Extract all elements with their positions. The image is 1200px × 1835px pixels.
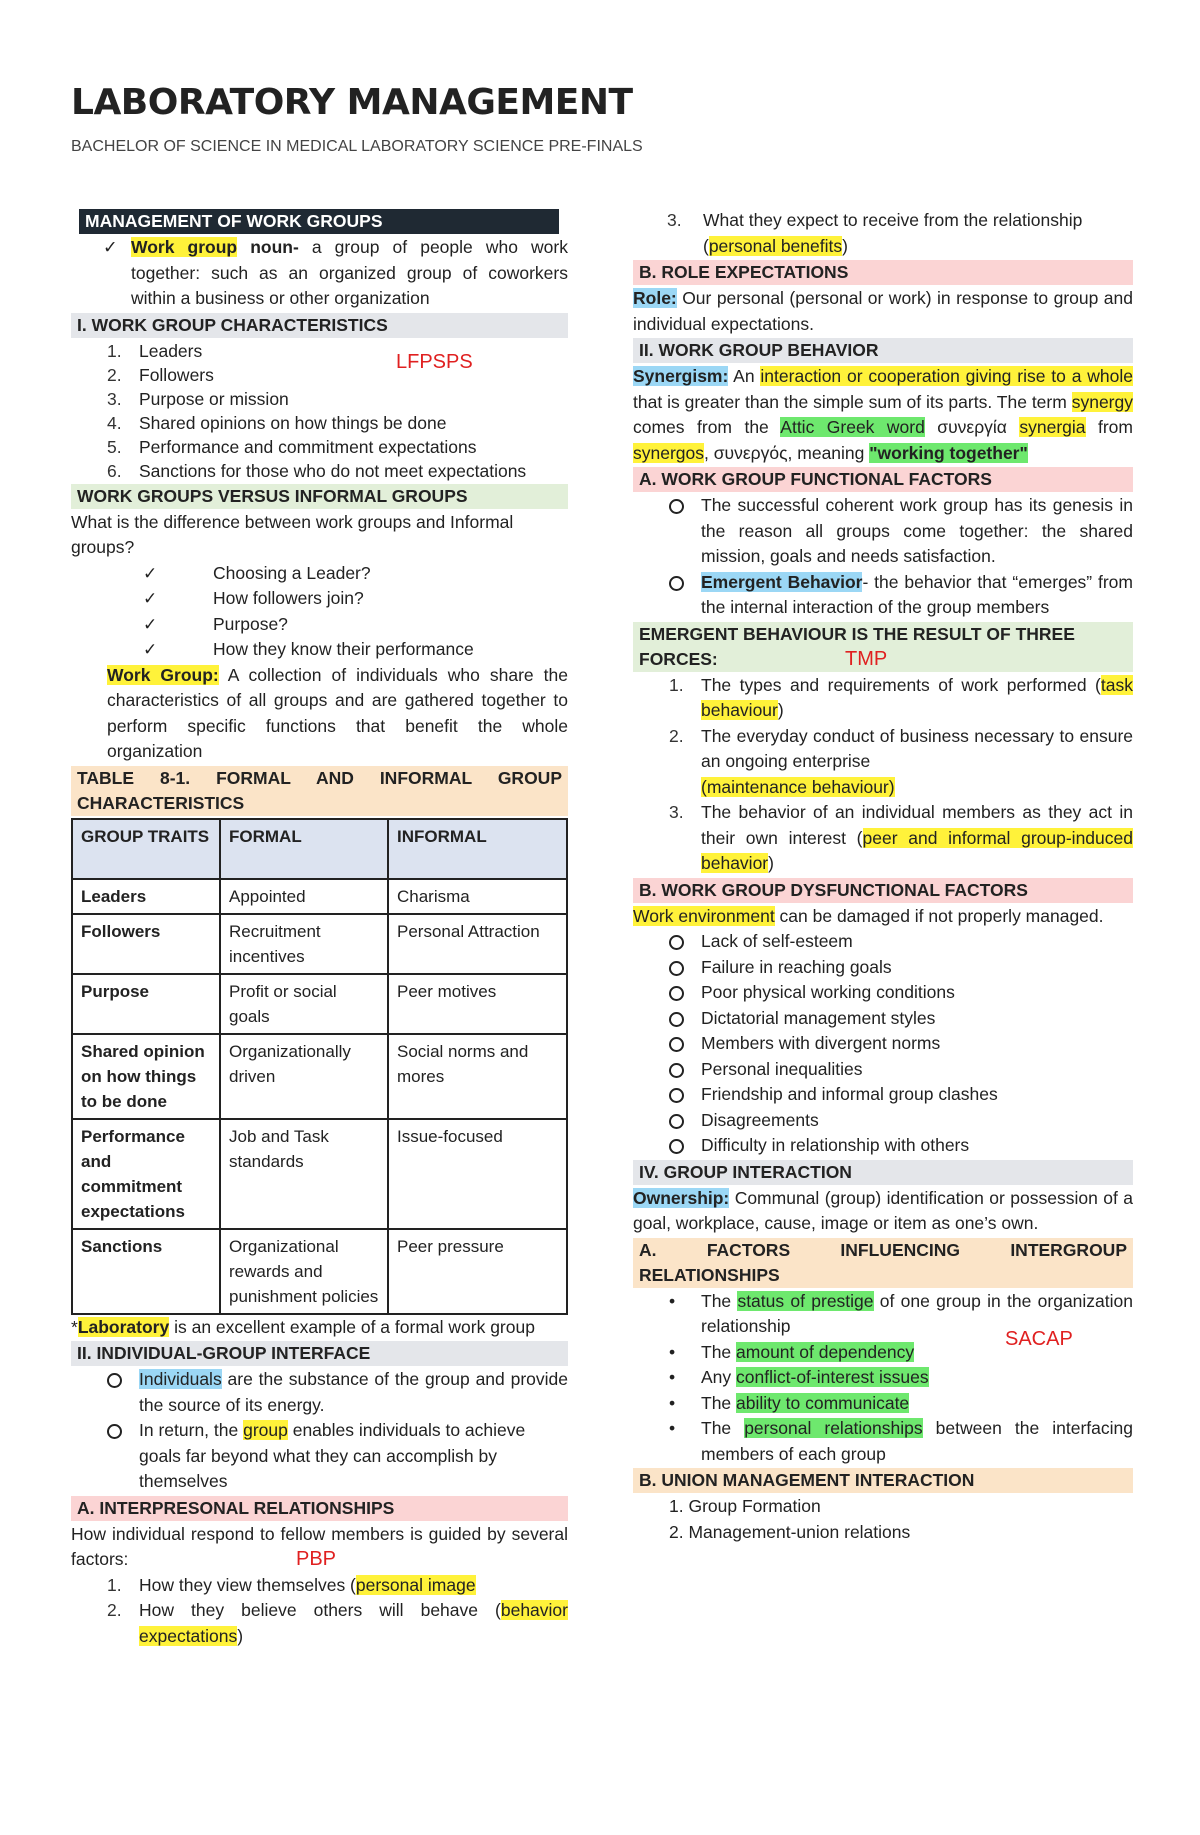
ir-list: [71, 1573, 568, 1650]
heading-dysfunctional-factors: B. WORK GROUP DYSFUNCTIONAL FACTORS: [633, 878, 1133, 903]
work-group-term: Work group: [131, 237, 238, 257]
page-subtitle: BACHELOR OF SCIENCE IN MEDICAL LABORATORY SCIENCE PRE-FINALS: [71, 138, 643, 155]
list-item: • Any conflict-of-interest issues: [633, 1365, 1133, 1391]
bullet-icon: •: [669, 1367, 676, 1387]
mnemonic-lfpsps: LFPSPS: [396, 351, 473, 373]
heading-interpersonal-relationships: A. INTERPRESONAL RELATIONSHIPS: [71, 1496, 568, 1521]
bullet-icon: •: [669, 1418, 676, 1438]
circle-bullet-icon: [107, 1373, 122, 1388]
list-item: ✓ How they know their performance: [71, 637, 568, 663]
list-item: 5. Performance and commitment expectations: [107, 436, 477, 457]
heading-functional-factors: A. WORK GROUP FUNCTIONAL FACTORS: [633, 467, 1133, 492]
list-item: 6. Sanctions for those who do not meet expectations: [107, 460, 527, 481]
circle-bullet-icon: [669, 1114, 684, 1129]
table-row: Leaders Appointed Charisma: [72, 879, 567, 914]
heading-characteristics: I. WORK GROUP CHARACTERISTICS: [71, 313, 568, 338]
right-column: [633, 208, 1133, 1545]
vs-question: What is the difference between work groups and Informal groups?: [71, 511, 514, 557]
list-item: 4. Shared opinions on how things be done: [107, 412, 447, 433]
circle-bullet-icon: [669, 1088, 684, 1103]
check-icon: ✓: [103, 237, 118, 257]
list-item: Disagreements: [633, 1108, 1133, 1134]
bullet-icon: •: [669, 1341, 676, 1362]
page-title: LABORATORY MANAGEMENT: [71, 82, 633, 123]
circle-bullet-icon: [669, 1037, 684, 1052]
list-item: Friendship and informal group clashes: [633, 1082, 1133, 1108]
work-group-collection-def: Work Group: A collection of individuals who share the characteristics of all groups and are gathered together to perform specific functions that benefit the whole organization: [107, 664, 568, 761]
list-item: 1. Group Formation: [669, 1496, 821, 1516]
list-item: 2. Followers: [107, 364, 214, 385]
circle-bullet-icon: [669, 1063, 684, 1078]
list-item: 2. How they believe others will behave (behavior expectations): [107, 1600, 568, 1646]
circle-bullet-icon: [669, 986, 684, 1001]
ir-intro: How individual respond to fellow members is guided by several factors: PBP: [71, 1522, 568, 1573]
heading-factors-intergroup: A. FACTORS INFLUENCING INTERGROUP RELATIONSHIPS: [633, 1238, 1133, 1288]
mnemonic-tmp: TMP: [845, 647, 888, 670]
interface-list: [71, 1367, 568, 1495]
work-environment-note: Work environment can be damaged if not properly managed.: [633, 905, 1104, 926]
circle-bullet-icon: [669, 576, 684, 591]
table-caption: TABLE 8-1. FORMAL AND INFORMAL GROUP CHARACTERISTICS: [71, 766, 568, 816]
table-row: Purpose Profit or social goals Peer motives: [72, 974, 567, 1034]
functional-factors-list: [633, 493, 1133, 621]
table-row: Sanctions Organizational rewards and punishment policies Peer pressure: [72, 1229, 567, 1314]
check-icon: ✓: [143, 640, 158, 659]
list-item: • The ability to communicate: [633, 1391, 1133, 1417]
heading-work-vs-informal: WORK GROUPS VERSUS INFORMAL GROUPS: [71, 484, 568, 509]
work-group-pos: noun-: [250, 237, 299, 257]
group-traits-table: [71, 818, 568, 1315]
bullet-icon: •: [669, 1392, 676, 1413]
table-row: Followers Recruitment incentives Personal Attraction: [72, 914, 567, 974]
synergism-definition: Synergism: An interaction or cooperation giving rise to a whole that is greater than the simple sum of its parts. The term synergy comes from the Attic Greek word συνεργία synergia from synergos, συνεργός, meaning "working together": [633, 366, 1133, 463]
list-item: ✓ Choosing a Leader?: [71, 561, 568, 587]
characteristics-list: [71, 339, 568, 483]
circle-bullet-icon: [107, 1424, 122, 1439]
list-item: 1. The types and requirements of work performed (task behaviour): [669, 674, 1133, 720]
heading-individual-group-interface: II. INDIVIDUAL-GROUP INTERFACE: [71, 1341, 568, 1366]
circle-bullet-icon: [669, 499, 684, 514]
list-item: 3. What they expect to receive from the relationship (personal benefits): [667, 210, 1083, 256]
list-item: 1. Leaders: [107, 340, 203, 361]
list-item: Failure in reaching goals: [633, 955, 1133, 981]
union-list: [633, 1494, 1133, 1545]
factors-list: [633, 1289, 1133, 1468]
dysfunctional-list: [633, 929, 1133, 1159]
circle-bullet-icon: [669, 1012, 684, 1027]
table-header-row: GROUP TRAITS FORMAL INFORMAL: [72, 819, 567, 879]
mnemonic-pbp: PBP: [296, 1547, 337, 1570]
list-item: The successful coherent work group has its genesis in the reason all groups come together: the shared mission, goals and needs satisfaction.: [633, 493, 1133, 570]
list-item: 3. Purpose or mission: [107, 388, 289, 409]
heading-union-management: B. UNION MANAGEMENT INTERACTION: [633, 1468, 1133, 1493]
list-item: • The personal relationships between the interfacing members of each group: [669, 1418, 1133, 1464]
list-item: In return, the group enables individuals to achieve goals far beyond what they can accomplish by themselves: [71, 1418, 568, 1495]
list-item: 2. Management-union relations: [669, 1521, 911, 1542]
role-definition: Role: Our personal (personal or work) in response to group and individual expectations.: [633, 288, 1133, 334]
heading-role-expectations: B. ROLE EXPECTATIONS: [633, 260, 1133, 285]
heading-work-group-behavior: II. WORK GROUP BEHAVIOR: [633, 338, 1133, 363]
heading-emergent-behaviour: EMERGENT BEHAVIOUR IS THE RESULT OF THREE FORCES: TMP: [633, 622, 1133, 672]
list-item: 2. The everyday conduct of business necessary to ensure an ongoing enterprise (maintenance behaviour): [669, 725, 1133, 797]
work-group-definition: [71, 235, 568, 312]
check-icon: ✓: [143, 589, 158, 608]
circle-bullet-icon: [669, 961, 684, 976]
left-column: [71, 208, 568, 1649]
table-row: Shared opinion on how things to be done Organizationally driven Social norms and mores: [72, 1034, 567, 1119]
ownership-definition: Ownership: Communal (group) identification or possession of a goal, workplace, cause, image or item as one’s own.: [633, 1187, 1133, 1233]
list-item: 1. How they view themselves (personal image: [107, 1574, 476, 1595]
list-item: Emergent Behavior- the behavior that “emerges” from the internal interaction of the group members: [633, 570, 1133, 621]
table-row: Performance and commitment expectations Job and Task standards Issue-focused: [72, 1119, 567, 1229]
work-group-def-text: a group of people who work together: such as an organized group of coworkers within a business or other organization: [131, 237, 568, 308]
list-item: Poor physical working conditions: [633, 980, 1133, 1006]
list-item: Difficulty in relationship with others: [633, 1133, 1133, 1159]
check-icon: ✓: [143, 563, 158, 583]
list-item: • The amount of dependency: [633, 1340, 1133, 1366]
list-item: 3. The behavior of an individual members as they act in their own interest (peer and informal group-induced behavior): [669, 802, 1133, 873]
heading-management-of-work-groups: MANAGEMENT OF WORK GROUPS: [79, 209, 559, 234]
list-item: Members with divergent norms: [633, 1031, 1133, 1057]
heading-group-interaction: IV. GROUP INTERACTION: [633, 1160, 1133, 1185]
emergent-forces-list: [633, 673, 1133, 877]
ir-list-continued: [633, 208, 1133, 259]
list-item: ✓ How followers join?: [71, 586, 568, 612]
vs-checklist: [71, 561, 568, 663]
list-item: Personal inequalities: [633, 1057, 1133, 1083]
list-item: • The status of prestige of one group in the organization relationship: [669, 1290, 1133, 1336]
circle-bullet-icon: [669, 1139, 684, 1154]
list-item: Dictatorial management styles: [633, 1006, 1133, 1032]
circle-bullet-icon: [669, 935, 684, 950]
bullet-icon: •: [669, 1290, 676, 1311]
list-item: Lack of self-esteem: [633, 929, 1133, 955]
list-item: Individuals are the substance of the group and provide the source of its energy.: [71, 1367, 568, 1418]
laboratory-note: *Laboratory is an excellent example of a formal work group: [71, 1316, 535, 1337]
check-icon: ✓: [143, 614, 158, 634]
list-item: ✓ Purpose?: [71, 612, 568, 638]
mnemonic-sacap: SACAP: [1005, 1327, 1073, 1350]
